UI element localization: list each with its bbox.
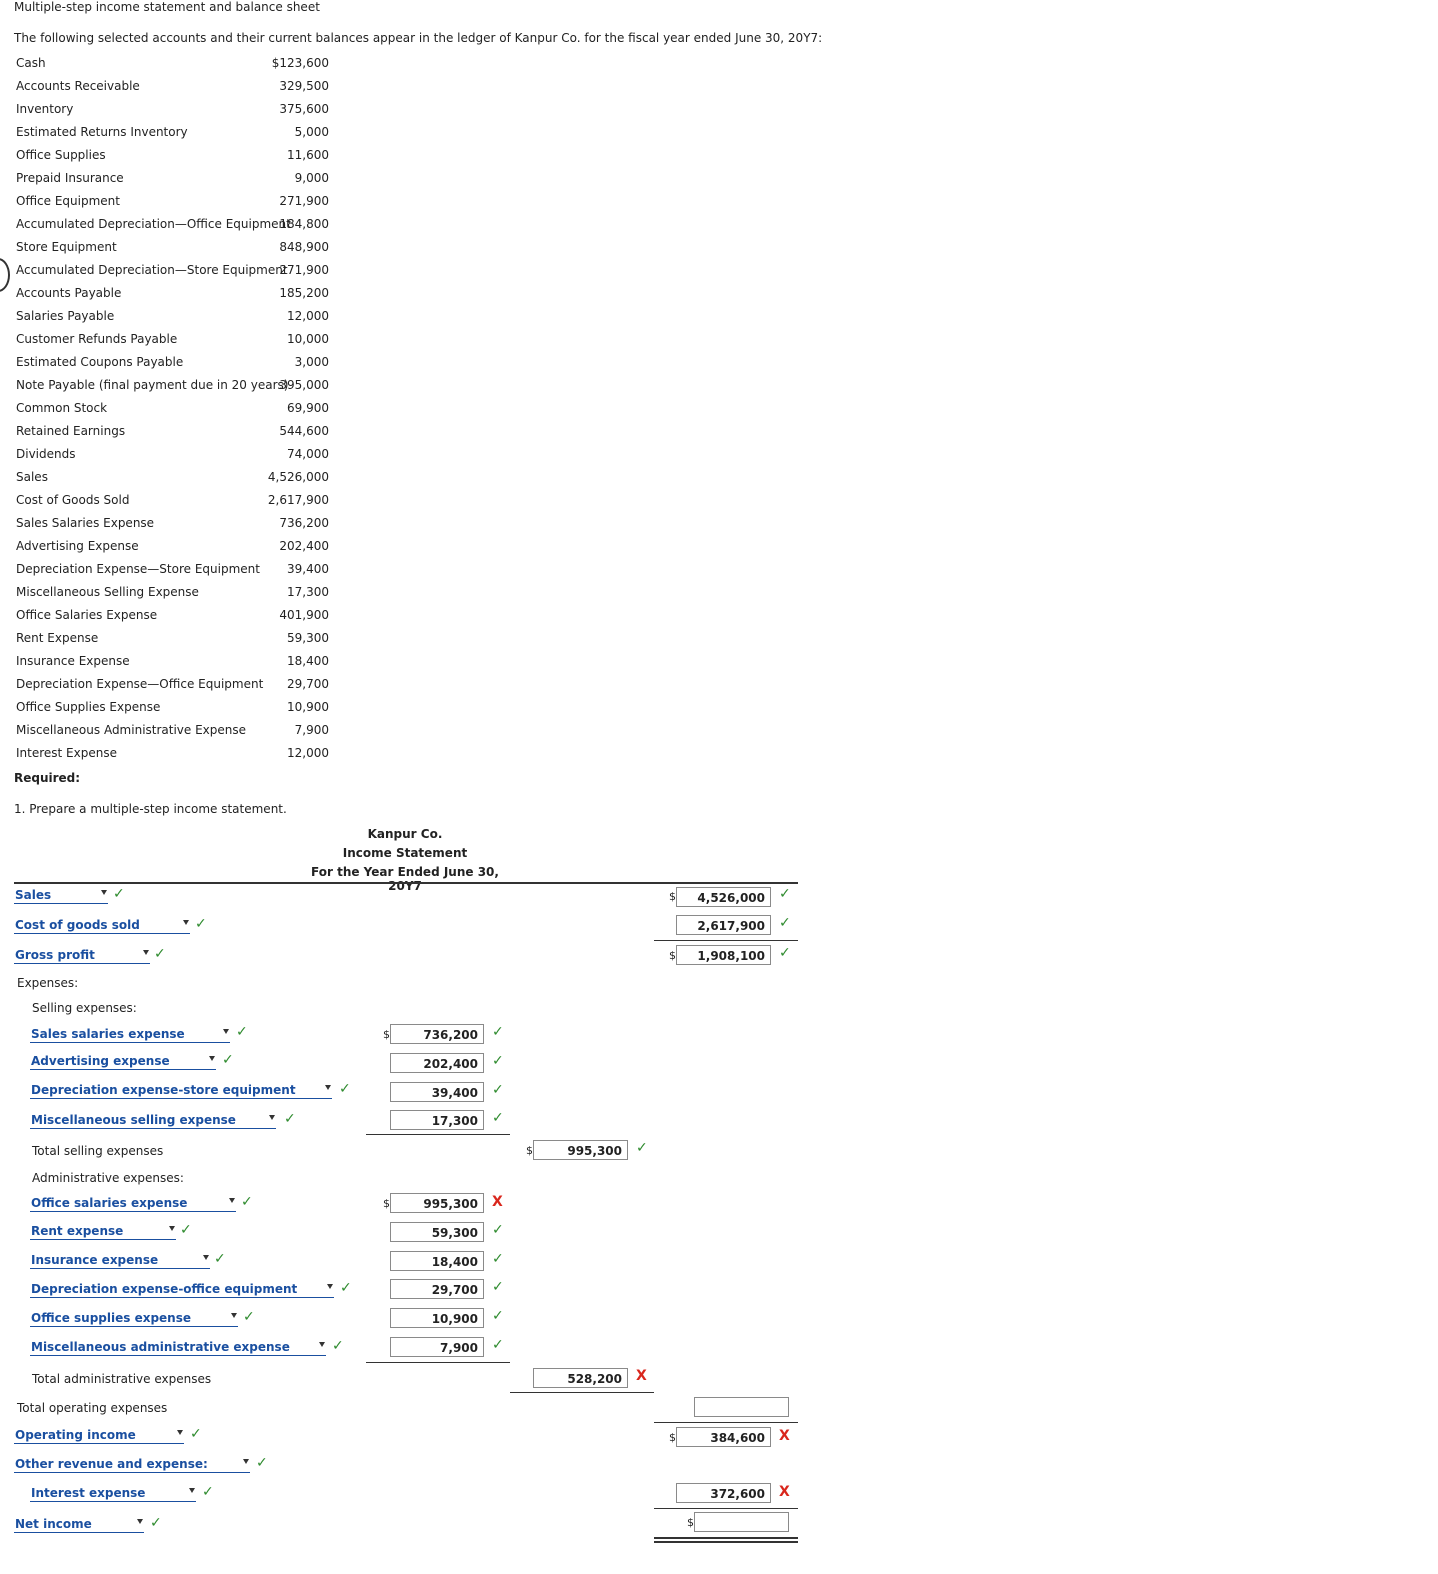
interest-expense-dropdown[interactable] [30, 1486, 196, 1502]
check-icon: ✓ [779, 915, 791, 931]
x-icon: X [636, 1368, 647, 1384]
other-revenue-label: Other revenue and expense: [15, 1457, 208, 1471]
selling-item-label: Depreciation expense-store equipment [31, 1083, 296, 1097]
account-name: Office Supplies [16, 148, 106, 162]
chevron-down-icon [325, 1085, 331, 1090]
account-name: Salaries Payable [16, 309, 115, 323]
check-icon: ✓ [492, 1308, 504, 1324]
account-value: 271,900 [279, 263, 329, 277]
statement-company: Kanpur Co. [367, 827, 443, 841]
dollar-sign: $ [669, 1431, 676, 1444]
subtotal-rule [366, 1134, 510, 1135]
admin-item-input[interactable]: 18,400 [390, 1251, 484, 1271]
check-icon: ✓ [113, 886, 125, 902]
account-value: 18,400 [287, 654, 329, 668]
account-value: 39,400 [287, 562, 329, 576]
selling-item-input[interactable]: 202,400 [390, 1053, 484, 1073]
account-name: Interest Expense [16, 746, 117, 760]
check-icon: ✓ [492, 1337, 504, 1353]
account-value: 2,617,900 [267, 493, 329, 507]
account-name: Common Stock [16, 401, 108, 415]
chevron-down-icon [223, 1029, 229, 1034]
expenses-label: Expenses: [17, 976, 79, 990]
account-value: 736,200 [279, 516, 329, 530]
check-icon: ✓ [241, 1194, 253, 1210]
check-icon: ✓ [492, 1110, 504, 1126]
account-value: 3,000 [294, 355, 329, 369]
selling-item-label: Advertising expense [31, 1054, 170, 1068]
account-name: Miscellaneous Administrative Expense [16, 723, 247, 737]
check-icon: ✓ [492, 1222, 504, 1238]
subtotal-rule [654, 1422, 798, 1423]
account-value: 5,000 [294, 125, 329, 139]
chevron-down-icon [183, 920, 189, 925]
account-value: 10,900 [287, 700, 329, 714]
total-selling-label: Total selling expenses [32, 1144, 164, 1158]
total-selling-input[interactable]: 995,300 [533, 1140, 628, 1160]
account-value: 184,800 [279, 217, 329, 231]
check-icon: ✓ [636, 1140, 648, 1156]
account-value: 9,000 [294, 171, 329, 185]
dollar-sign: $ [669, 890, 676, 903]
gross-profit-dropdown[interactable] [14, 948, 150, 964]
account-name: Depreciation Expense—Store Equipment [16, 562, 260, 576]
selling-item-label: Sales salaries expense [31, 1027, 185, 1041]
account-name: Store Equipment [16, 240, 117, 254]
x-icon: X [492, 1194, 503, 1210]
dollar-sign: $ [383, 1197, 390, 1210]
sales-dropdown[interactable] [14, 888, 108, 904]
check-icon: ✓ [190, 1426, 202, 1442]
admin-item-label: Depreciation expense-office equipment [31, 1282, 298, 1296]
check-icon: ✓ [202, 1484, 214, 1500]
total-operating-input[interactable] [694, 1397, 789, 1417]
account-name: Rent Expense [16, 631, 99, 645]
subtotal-rule [654, 940, 798, 941]
check-icon: ✓ [243, 1309, 255, 1325]
account-name: Accounts Receivable [16, 79, 140, 93]
statement-period: For the Year Ended June 30, 20Y7 [311, 865, 499, 893]
chevron-down-icon [319, 1342, 325, 1347]
check-icon: ✓ [492, 1082, 504, 1098]
dollar-sign: $ [383, 1028, 390, 1041]
account-value: 202,400 [279, 539, 329, 553]
chevron-down-icon [209, 1056, 215, 1061]
admin-item-input[interactable]: 995,300 [390, 1193, 484, 1213]
admin-item-label: Miscellaneous administrative expense [31, 1340, 290, 1354]
subtotal-rule [366, 1362, 510, 1363]
required-label: Required: [14, 771, 81, 785]
chevron-down-icon [231, 1313, 237, 1318]
selling-item-dropdown[interactable] [30, 1027, 230, 1043]
check-icon: ✓ [779, 886, 791, 902]
selling-expenses-label: Selling expenses: [32, 1001, 137, 1015]
header-rule [14, 882, 798, 884]
chevron-down-icon [189, 1488, 195, 1493]
chevron-down-icon [101, 890, 107, 895]
check-icon: ✓ [340, 1280, 352, 1296]
account-value: 375,600 [279, 102, 329, 116]
selling-item-label: Miscellaneous selling expense [31, 1113, 236, 1127]
account-value: 69,900 [287, 401, 329, 415]
account-value: 12,000 [287, 746, 329, 760]
account-name: Note Payable (final payment due in 20 years) [16, 378, 289, 392]
cogs-label: Cost of goods sold [15, 918, 140, 932]
account-value: 185,200 [279, 286, 329, 300]
cogs-dropdown[interactable] [14, 918, 190, 934]
operating-income-label: Operating income [15, 1428, 136, 1442]
account-value: $123,600 [271, 56, 329, 70]
account-name: Dividends [16, 447, 76, 461]
check-icon: ✓ [492, 1024, 504, 1040]
total-admin-input[interactable]: 528,200 [533, 1368, 628, 1388]
net-income-input[interactable] [694, 1512, 789, 1532]
account-name: Retained Earnings [16, 424, 126, 438]
check-icon: ✓ [339, 1081, 351, 1097]
net-income-label: Net income [15, 1517, 92, 1531]
check-icon: ✓ [236, 1024, 248, 1040]
account-value: 74,000 [287, 447, 329, 461]
operating-income-dropdown[interactable] [14, 1428, 184, 1444]
admin-item-label: Office supplies expense [31, 1311, 191, 1325]
selling-item-dropdown[interactable] [30, 1083, 332, 1099]
account-value: 12,000 [287, 309, 329, 323]
dollar-sign: $ [687, 1516, 694, 1529]
account-name: Accounts Payable [16, 286, 122, 300]
account-name: Advertising Expense [16, 539, 139, 553]
admin-item-label: Office salaries expense [31, 1196, 188, 1210]
account-name: Sales Salaries Expense [16, 516, 155, 530]
page-title: Multiple-step income statement and balance sheet [14, 0, 320, 14]
account-name: Estimated Returns Inventory [16, 125, 188, 139]
x-icon: X [779, 1428, 790, 1444]
selling-item-dropdown[interactable] [30, 1113, 276, 1129]
account-value: 329,500 [279, 79, 329, 93]
intro-text: The following selected accounts and their current balances appear in the ledger of Kanpur Co. for the fiscal year ended June 30, 20Y7: [14, 31, 823, 45]
check-icon: ✓ [256, 1455, 268, 1471]
chevron-down-icon [203, 1255, 209, 1260]
account-value: 11,600 [287, 148, 329, 162]
admin-item-dropdown[interactable] [30, 1340, 326, 1356]
account-name: Miscellaneous Selling Expense [16, 585, 199, 599]
admin-item-dropdown[interactable] [30, 1196, 236, 1212]
check-icon: ✓ [214, 1251, 226, 1267]
account-name: Accumulated Depreciation—Office Equipment [16, 217, 291, 231]
chevron-down-icon [177, 1430, 183, 1435]
check-icon: ✓ [332, 1338, 344, 1354]
sales-label: Sales [15, 888, 52, 902]
chevron-down-icon [229, 1198, 235, 1203]
admin-expenses-label: Administrative expenses: [32, 1171, 184, 1185]
chevron-down-icon [143, 950, 149, 955]
interest-expense-input[interactable]: 372,600 [676, 1483, 771, 1503]
other-revenue-dropdown[interactable] [14, 1457, 250, 1473]
account-name: Inventory [16, 102, 74, 116]
account-value: 10,000 [287, 332, 329, 346]
total-rule-bottom [654, 1541, 798, 1543]
account-value: 544,600 [279, 424, 329, 438]
admin-item-label: Insurance expense [31, 1253, 159, 1267]
account-value: 4,526,000 [267, 470, 329, 484]
account-name: Office Salaries Expense [16, 608, 158, 622]
check-icon: ✓ [284, 1111, 296, 1127]
gross-profit-label: Gross profit [15, 948, 95, 962]
account-value: 29,700 [287, 677, 329, 691]
account-name: Customer Refunds Payable [16, 332, 178, 346]
admin-item-label: Rent expense [31, 1224, 124, 1238]
check-icon: ✓ [180, 1222, 192, 1238]
account-name: Office Equipment [16, 194, 120, 208]
check-icon: ✓ [222, 1052, 234, 1068]
check-icon: ✓ [154, 946, 166, 962]
selling-item-input[interactable]: 736,200 [390, 1024, 484, 1044]
total-admin-label: Total administrative expenses [32, 1372, 212, 1386]
total-rule-top [654, 1537, 798, 1539]
admin-item-input[interactable]: 29,700 [390, 1279, 484, 1299]
subtotal-rule [654, 1508, 798, 1509]
account-value: 7,900 [294, 723, 329, 737]
admin-item-dropdown[interactable] [30, 1311, 238, 1327]
account-value: 401,900 [279, 608, 329, 622]
selling-item-input[interactable]: 17,300 [390, 1110, 484, 1130]
gross-profit-input[interactable]: 1,908,100 [676, 945, 771, 965]
admin-item-dropdown[interactable] [30, 1282, 334, 1298]
cogs-input[interactable]: 2,617,900 [676, 915, 771, 935]
admin-item-input[interactable]: 59,300 [390, 1222, 484, 1242]
account-value: 17,300 [287, 585, 329, 599]
selling-item-input[interactable]: 39,400 [390, 1082, 484, 1102]
account-value: 848,900 [279, 240, 329, 254]
chevron-down-icon [137, 1519, 143, 1524]
chevron-down-icon [269, 1115, 275, 1120]
account-name: Insurance Expense [16, 654, 130, 668]
account-value: 271,900 [279, 194, 329, 208]
account-name: Cost of Goods Sold [16, 493, 130, 507]
check-icon: ✓ [779, 945, 791, 961]
check-icon: ✓ [492, 1053, 504, 1069]
scroll-marker [0, 258, 10, 292]
x-icon: X [779, 1484, 790, 1500]
account-value: 395,000 [279, 378, 329, 392]
check-icon: ✓ [150, 1515, 162, 1531]
total-operating-label: Total operating expenses [17, 1401, 168, 1415]
chevron-down-icon [243, 1459, 249, 1464]
sales-input[interactable]: 4,526,000 [676, 887, 771, 907]
selling-item-dropdown[interactable] [30, 1054, 216, 1070]
check-icon: ✓ [195, 916, 207, 932]
interest-expense-label: Interest expense [31, 1486, 146, 1500]
admin-item-dropdown[interactable] [30, 1224, 176, 1240]
account-name: Prepaid Insurance [16, 171, 124, 185]
account-name: Depreciation Expense—Office Equipment [16, 677, 264, 691]
net-income-dropdown[interactable] [14, 1517, 144, 1533]
question-1: 1. Prepare a multiple-step income statement. [14, 802, 287, 816]
chevron-down-icon [169, 1226, 175, 1231]
check-icon: ✓ [492, 1279, 504, 1295]
chevron-down-icon [327, 1284, 333, 1289]
account-name: Cash [16, 56, 46, 70]
admin-item-dropdown[interactable] [30, 1253, 210, 1269]
account-name: Sales [16, 470, 48, 484]
dollar-sign: $ [669, 949, 676, 962]
check-icon: ✓ [492, 1251, 504, 1267]
dollar-sign: $ [526, 1144, 533, 1157]
admin-item-input[interactable]: 10,900 [390, 1308, 484, 1328]
operating-income-input[interactable]: 384,600 [676, 1427, 771, 1447]
account-name: Accumulated Depreciation—Store Equipment [16, 263, 288, 277]
account-name: Office Supplies Expense [16, 700, 161, 714]
subtotal-rule [510, 1392, 654, 1393]
statement-title: Income Statement [342, 846, 468, 860]
admin-item-input[interactable]: 7,900 [390, 1337, 484, 1357]
account-name: Estimated Coupons Payable [16, 355, 184, 369]
account-value: 59,300 [287, 631, 329, 645]
